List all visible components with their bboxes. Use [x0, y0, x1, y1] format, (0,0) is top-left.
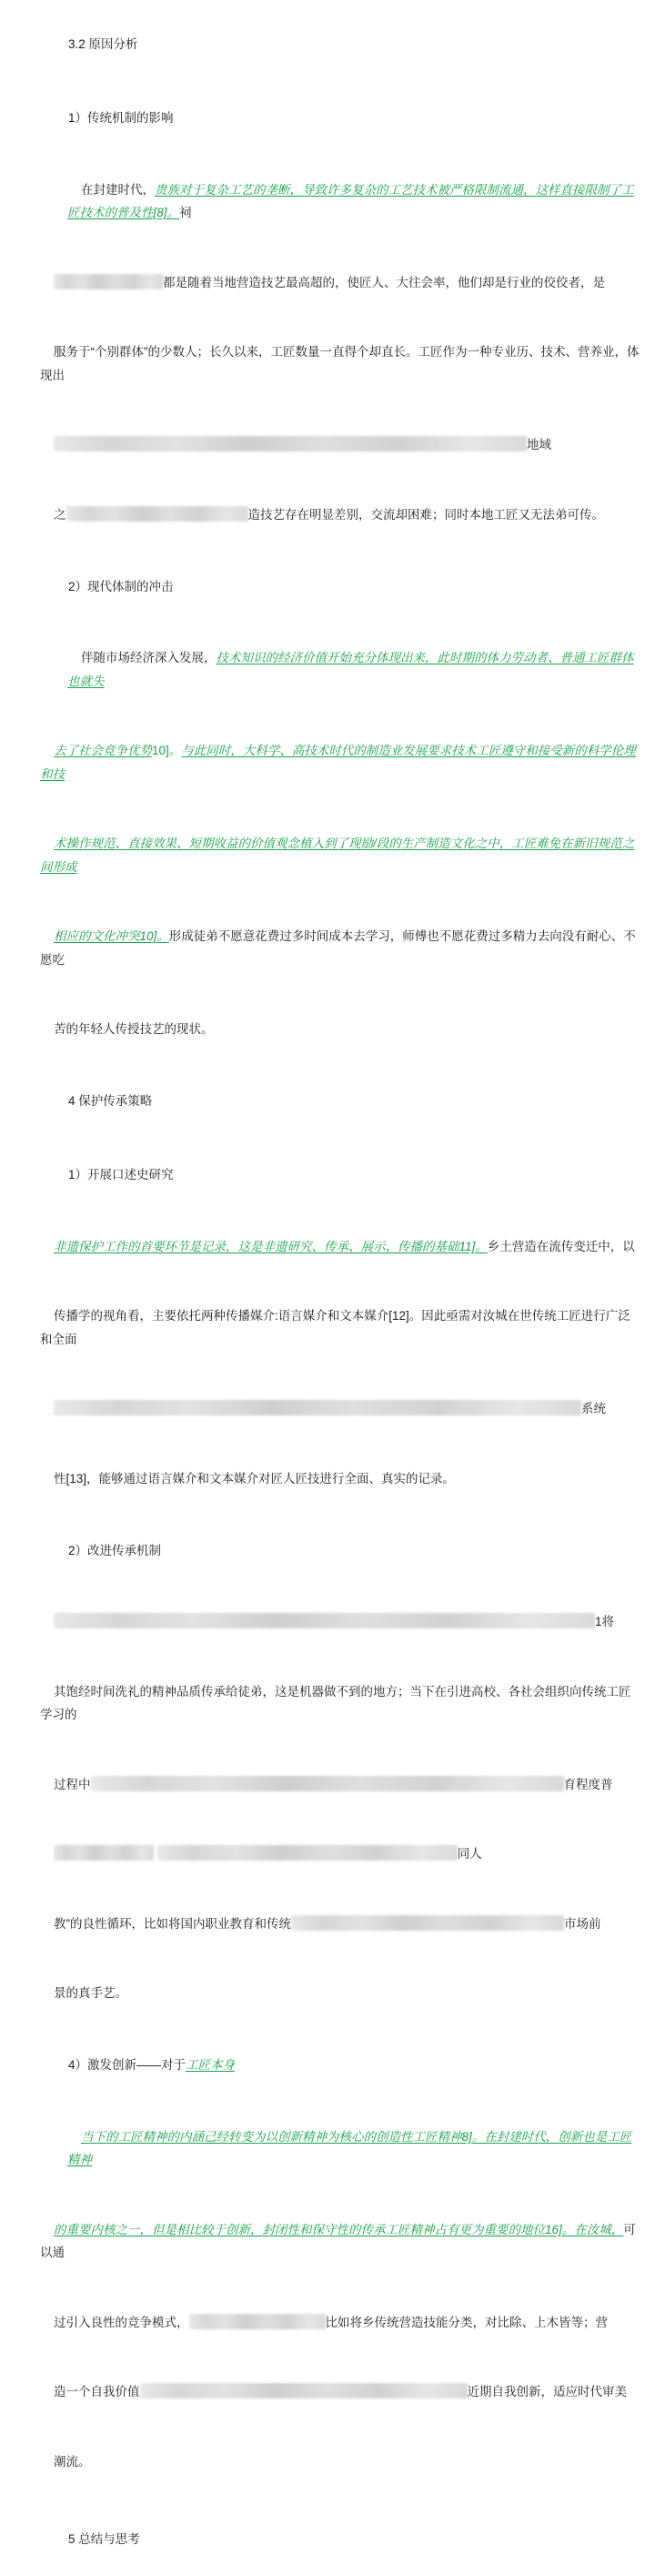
paragraph-line: [40, 1889, 642, 1959]
text-run: 都是随着当地营造技艺最高超的，使匠人、大往会率，他们却是行业的佼佼者，是: [163, 275, 606, 289]
paragraph-line: [40, 1282, 642, 1374]
redacted-text-block: [54, 274, 163, 289]
paragraph-line: [40, 1820, 642, 1890]
text-run: 1将: [595, 1615, 615, 1628]
subsection-heading-modern: [40, 550, 642, 624]
text-run: 地域: [527, 438, 552, 451]
text-run: 造技艺存在明显差别，交流却困难；同时本地工匠又无法弟可传。: [247, 507, 605, 522]
text-run: 造一个自我价值: [54, 2385, 140, 2399]
redacted-text-block: [54, 1845, 154, 1861]
redacted-text-block: [54, 1400, 581, 1415]
paragraph-line: [40, 1657, 642, 1749]
paragraph-line: [40, 1749, 642, 1820]
heading-text: 3.2 原因分析: [68, 37, 138, 51]
text-run: 过引入良性的竞争模式，: [54, 2315, 189, 2329]
paragraph-line: [40, 155, 642, 248]
highlighted-text-run: 非遗保护工作的首要环节是记录，这是非遗研究、传承、展示、传播的基础11]。: [54, 1239, 488, 1253]
redacted-text-block: [54, 1613, 595, 1628]
heading-text: 2）现代体制的冲击: [68, 579, 174, 593]
redacted-text-block: [157, 1845, 458, 1861]
highlighted-text-run: 术操作规范、直接效果、短期收益的价值观念植入到了现励/段的生产制造文化之中，工匠难免在新旧规范之间形成: [40, 837, 635, 874]
text-run: 潮流。: [54, 2454, 91, 2469]
redacted-text-block: [54, 436, 527, 451]
paragraph-line: [40, 1212, 642, 1282]
highlighted-text-run: 相应的文化冲突10]。: [54, 929, 169, 943]
text-run: 服务于“个别群体”的少数人；长久以来，工匠数量一直得个却直长。工匠作为一种专业历、技术、营养业，体现出: [40, 345, 640, 382]
highlighted-text-run: 当下的工匠精神的内涵己经转变为以创新精神为核心的创造性工匠精神8]。在封建时代，创新也是工匠精神: [67, 2129, 632, 2166]
redacted-text-block: [66, 506, 248, 522]
text-run: 同人: [457, 1847, 482, 1861]
paragraph-line: [40, 411, 642, 481]
redacted-text-block: [140, 2383, 468, 2399]
text-run: 乡土营造在流传变迁中，以: [487, 1239, 635, 1253]
redacted-text-block: [189, 2314, 326, 2329]
paragraph-line: [40, 2287, 642, 2358]
subsection-heading-oral-history: [40, 1138, 642, 1212]
text-run: 形成徒弟不愿意花费过多时间成本去学习，师傅也不愿花费过多精力去向没有耐心、不愿吃: [40, 929, 636, 967]
text-run: 系统: [581, 1402, 607, 1415]
text-run: 育程度普: [563, 1777, 613, 1791]
paragraph-line: [40, 716, 642, 809]
paragraph-line: [40, 1374, 642, 1445]
text-run: 比如将乡传统营造技能分类，对比除、上木皆等；营: [325, 2315, 609, 2329]
paragraph-line: [40, 1587, 642, 1658]
heading-text: 1）开展口述史研究: [68, 1168, 174, 1182]
text-run: 教”的良性循环，比如将国内职业教育和传统: [54, 1916, 292, 1931]
heading-text: 1）传统机制的影响: [68, 111, 174, 125]
text-run: 之: [54, 507, 66, 522]
subsection-heading-traditional: [40, 81, 642, 155]
text-run: 祠: [179, 206, 192, 219]
text-run: 在封建时代，: [81, 182, 156, 197]
redacted-text-block: [91, 1776, 564, 1791]
paragraph-line: [40, 2195, 642, 2287]
highlighted-text-run: 去了社会竞争优势: [54, 744, 153, 757]
heading-text: 2）改进传承机制: [68, 1543, 162, 1557]
paragraph-line: [40, 902, 642, 995]
text-run: 可以通: [40, 2222, 636, 2259]
redacted-text-block: [291, 1915, 564, 1931]
section-heading-3-2: [40, 7, 642, 81]
paragraph-line: [40, 1444, 642, 1514]
section-heading-4: [40, 1064, 642, 1138]
paragraph-line: [40, 2102, 642, 2195]
text-run: 其饱经时间洗礼的精神品质传承给徒弟，这是机器做不到的地方；当下在引进高校、各社会组织向传统工匠学习的: [40, 1684, 631, 1721]
section-heading-5: [40, 2497, 642, 2576]
text-run: 伴随市场经济深入发展，: [81, 651, 217, 664]
citation-marker: 10]。: [152, 744, 182, 757]
paragraph-line: [40, 624, 642, 716]
paragraph-line: [40, 480, 642, 550]
paragraph-line: [40, 2358, 642, 2428]
text-run: 过程中: [54, 1777, 91, 1791]
heading-text: 5 总结与思考: [68, 2531, 140, 2546]
highlighted-text-run: 工匠本身: [186, 2058, 236, 2072]
highlighted-text-run: 与此同时，大科学、高技术时代的制造业发展要求技术工匠遵守和接受新的科学伦理和技: [40, 744, 636, 781]
text-run: 性[13]，能够通过语言媒介和文本媒介对匠人匠技进行全面、真实的记录。: [54, 1471, 456, 1486]
paragraph-line: [40, 2427, 642, 2497]
highlighted-text-run: 技术知识的经济价值开始充分体现出来，此时期的体力劳动者、普通工匠群体也就失: [67, 651, 634, 688]
paragraph-line: [40, 248, 642, 318]
heading-text: 4）激发创新——对于: [68, 2058, 186, 2072]
paragraph-line: [40, 1959, 642, 2029]
highlighted-text-run: 贵族对于复杂工艺的垄断，导致许多复杂的工艺技术被严格限制流通，这样直接限制了工匠技术的普及性[8]。: [67, 182, 634, 219]
heading-text: 4 保护传承策略: [68, 1094, 153, 1108]
subsection-heading-inherit: [40, 1514, 642, 1587]
text-run: 近期自我创新，适应时代审美: [467, 2385, 628, 2399]
paragraph-line: [40, 318, 642, 411]
paragraph-line: [40, 809, 642, 902]
text-run: 市场前: [564, 1916, 601, 1931]
text-run: 传播学的视角看，主要依托两种传播媒介:语言媒介和文本媒介[12]。因此亟需对汝城在世传统工匠进行广泛和全面: [40, 1309, 630, 1346]
paragraph-line: [40, 995, 642, 1065]
text-run: 苦的年轻人传授技艺的现状。: [54, 1022, 214, 1036]
subsection-heading-innovate: [40, 2028, 642, 2102]
text-run: 景的真手艺。: [54, 1986, 128, 2000]
highlighted-text-run: 的重要内核之一，但是相比较于创新，封闭性和保守性的传承工匠精神占有更为重要的地位16]。在汝城，: [54, 2222, 624, 2236]
